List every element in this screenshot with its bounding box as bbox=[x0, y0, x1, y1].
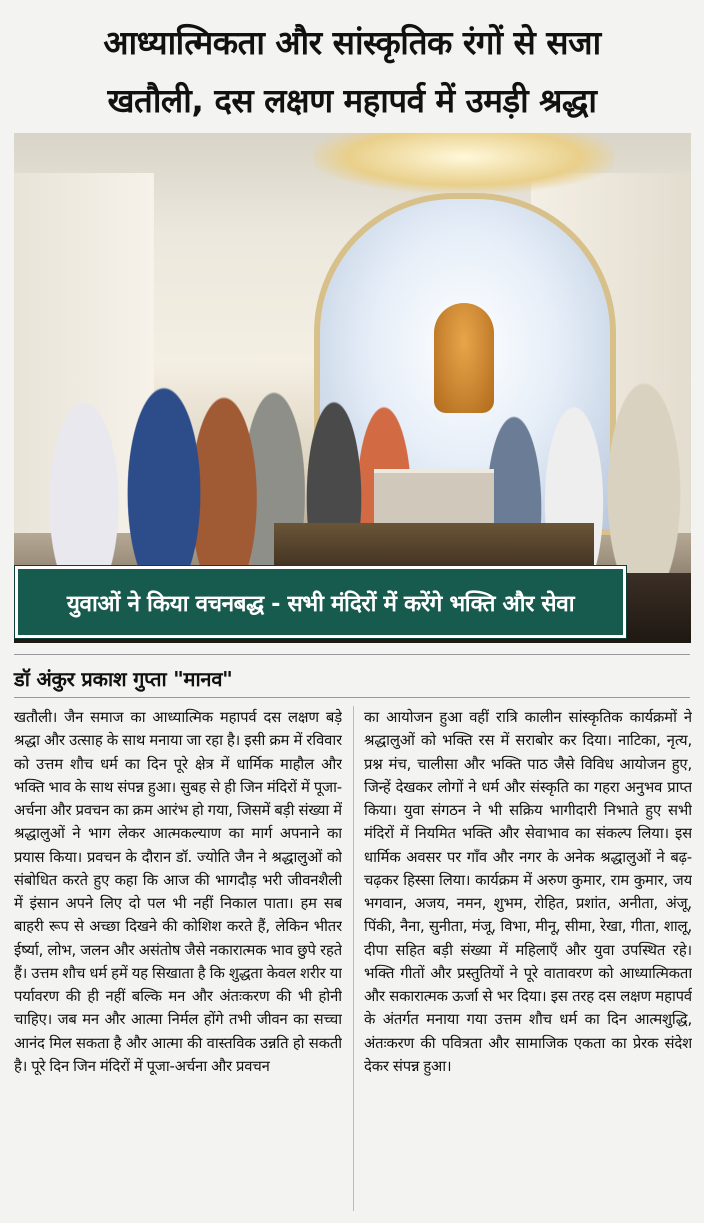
column-divider bbox=[353, 706, 354, 1211]
headline-line-2: खतौली, दस लक्षण महापर्व में उमड़ी श्रद्धा bbox=[107, 81, 597, 120]
divider-top bbox=[14, 654, 690, 655]
photo-chandelier bbox=[314, 133, 614, 193]
article-body bbox=[14, 706, 691, 1211]
body-column-1: खतौली। जैन समाज का आध्यात्मिक महापर्व दस लक्षण बड़े श्रद्धा और उत्साह के साथ मनाया जा रहा है। इसी क्रम में रविवार को उत्तम शौच धर्म का दिन पूरे क्षेत्र में धार्मिक माहौल और भक्ति भाव के साथ संपन्न हुआ। सुबह से ही जिन मंदिरों में पूजा-अर्चना और प्रवचन का क्रम आरंभ हो गया, जिसमें बड़ी संख्या में श्रद्धालुओं ने भाग लेकर आत्मकल्याण का मार्ग अपनाने का प्रयास किया। प्रवचन के दौरान डॉ. ज्योति जैन ने श्रद्धालुओं को संबोधित करते हुए कहा कि आज की भागदौड़ भरी जीवनशैली में इंसान अपने लिए दो पल भी नहीं निकाल पाता। हम सब बाहरी रूप से अच्छा दिखने की कोशिश करते हैं, लेकिन भीतर ईर्ष्या, लोभ, जलन और असंतोष जैसे नकारात्मक भाव छुपे रहते हैं। उत्तम शौच धर्म हमें यह सिखाता है कि शुद्धता केवल शरीर या पर्यावरण की ही नहीं बल्कि मन और अंतःकरण की भी होनी चाहिए। जब मन और आत्मा निर्मल होंगे तभी जीवन का सच्चा आनंद मिल सकता है और आत्मा की वास्तविक उन्नति हो सकती है। पूरे दिन जिन मंदिरों में पूजा-अर्चना और प्रवचन bbox=[14, 709, 342, 1075]
photo-caption-banner bbox=[15, 566, 626, 638]
byline: डॉ अंकुर प्रकाश गुप्ता "मानव" bbox=[14, 667, 233, 691]
divider-byline bbox=[14, 697, 690, 698]
headline-line-1: आध्यात्मिकता और सांस्कृतिक रंगों से सजा bbox=[103, 23, 601, 62]
photo-caption: युवाओं ने किया वचनबद्ध - सभी मंदिरों में करेंगे भक्ति और सेवा bbox=[66, 590, 575, 617]
headline bbox=[10, 14, 694, 130]
body-column-2: का आयोजन हुआ वहीं रात्रि कालीन सांस्कृतिक कार्यक्रमों ने श्रद्धालुओं को भक्ति रस में सराबोर कर दिया। नाटिका, नृत्य, प्रश्न मंच, चालीसा और भक्ति पाठ जैसे विविध आयोजन हुए, जिन्हें देखकर लोगों ने धर्म और संस्कृति का गहरा अनुभव प्राप्त किया। युवा संगठन ने भी सक्रिय भागीदारी निभाते हुए सभी मंदिरों में नियमित भक्ति और सेवाभाव का संकल्प लिया। इस धार्मिक अवसर पर गाँव और नगर के अनेक श्रद्धालुओं ने बढ़-चढ़कर हिस्सा लिया। कार्यक्रम में अरुण कुमार, राम कुमार, जय भगवान, अजय, नमन, शुभम, रोहित, प्रशांत, अनीता, अंजू, पिंकी, नैना, सुनीता, मंजू, विभा, मीनू, सीमा, रेखा, गीता, शालू, दीपा सहित बड़ी संख्या में महिलाएँ और युवा उपस्थित रहे। भक्ति गीतों और प्रस्तुतियों ने पूरे वातावरण को आध्यात्मिकता और सकारात्मक ऊर्जा से भर दिया। इस तरह दस लक्षण महापर्व के अंतर्गत मनाया गया उत्तम शौच धर्म का दिन आत्मशुद्धि, अंतःकरण की पवित्रता और सामाजिक एकता का प्रेरक संदेश देकर संपन्न हुआ। bbox=[364, 709, 692, 1075]
